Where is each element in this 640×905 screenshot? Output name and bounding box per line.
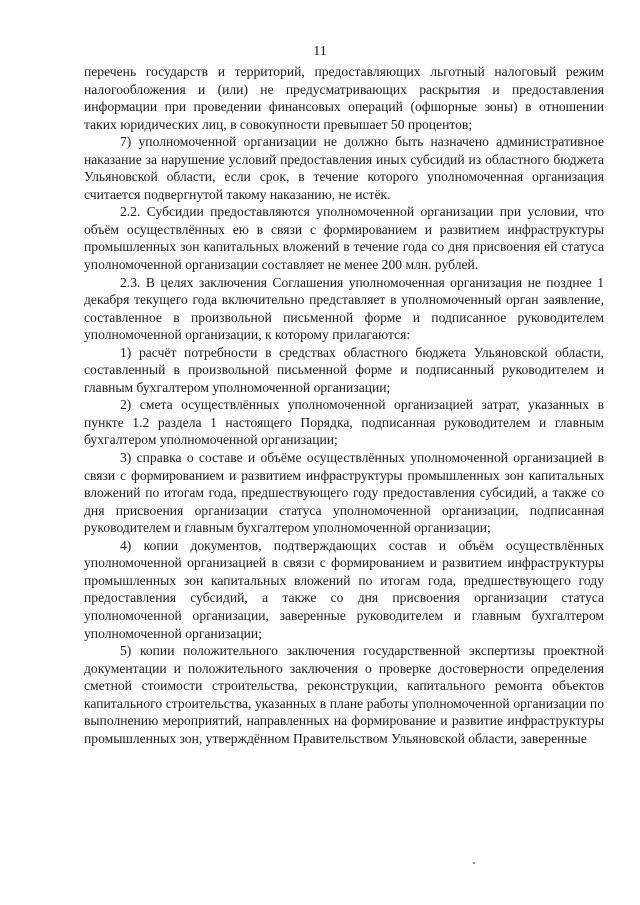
paragraph-attachment-3: 3) справка о составе и объёме осуществлённых уполномоченной организацией в связи с формированием и развитием инфраструктуры промышленных зон капитальных вложений по итогам года, предшествующего году предоставления субсидий, а также со дня присвоения организации статуса уполномоченной организации, подписанная руководителем и главным бухгалтером уполномоченной организации; bbox=[84, 450, 604, 536]
paragraph-offshore-continuation: перечень государств и территорий, предоставляющих льготный налоговый режим налогообложения и (или) не предусматривающих раскрытия и предоставления информации при проведении финансовых операций (офшорные зоны) в отношении таких юридических лиц, в совокупности превышает 50 процентов; bbox=[84, 64, 604, 132]
paragraph-attachment-4: 4) копии документов, подтверждающих состав и объём осуществлённых уполномоченной организацией в связи с формированием и развитием инфраструктуры промышленных зон капитальных вложений по итогам года, предшествующего году предоставления субсидий, а также со дня присвоения организации статуса уполномоченной организации, заверенные руководителем и главным бухгалтером уполномоченной организации; bbox=[84, 537, 604, 641]
paragraph-2-3: 2.3. В целях заключения Соглашения уполномоченная организация не позднее 1 декабря текущего года включительно представляет в уполномоченный орган заявление, составленное в произвольной письменной форме и подписанное руководителем уполномоченной организации, к которому прилагаются: bbox=[84, 274, 604, 343]
paragraph-attachment-2: 2) смета осуществлённых уполномоченной организацией затрат, указанных в пункте 1.2 раздела 1 настоящего Порядка, подписанная руководителем и главным бухгалтером уполномоченной организации; bbox=[84, 397, 604, 448]
document-body bbox=[84, 63, 604, 747]
scan-speck bbox=[473, 862, 475, 864]
page-number: 11 bbox=[313, 44, 327, 59]
paragraph-attachment-5: 5) копии положительного заключения государственной экспертизы проектной документации и положительного заключения о проверке достоверности определения сметной стоимости строительства, реконструкции, капитального ремонта объектов капитального строительства, указанных в плане работы уполномоченной организации по выполнению мероприятий, направленных на формирование и развитие инфраструктуры промышленных зон, утверждённом Правительством Ульяновской области, заверенные bbox=[84, 643, 604, 746]
paragraph-condition-7: 7) уполномоченной организации не должно быть назначено административное наказание за нарушение условий предоставления иных субсидий из областного бюджета Ульяновской области, если срок, в течение которого уполномоченная организация считается подвергнутой такому наказанию, не истёк. bbox=[84, 134, 604, 202]
paragraph-2-2: 2.2. Субсидии предоставляются уполномоченной организации при условии, что объём осуществлённых ею в связи с формированием и развитием инфраструктуры промышленных зон капитальных вложений в течение года со дня присвоения ей статуса уполномоченной организации составляет не менее 200 млн. рублей. bbox=[84, 204, 604, 273]
paragraph-attachment-1: 1) расчёт потребности в средствах областного бюджета Ульяновской области, составленный в произвольной письменной форме и подписанный руководителем и главным бухгалтером уполномоченной организации; bbox=[84, 344, 604, 395]
